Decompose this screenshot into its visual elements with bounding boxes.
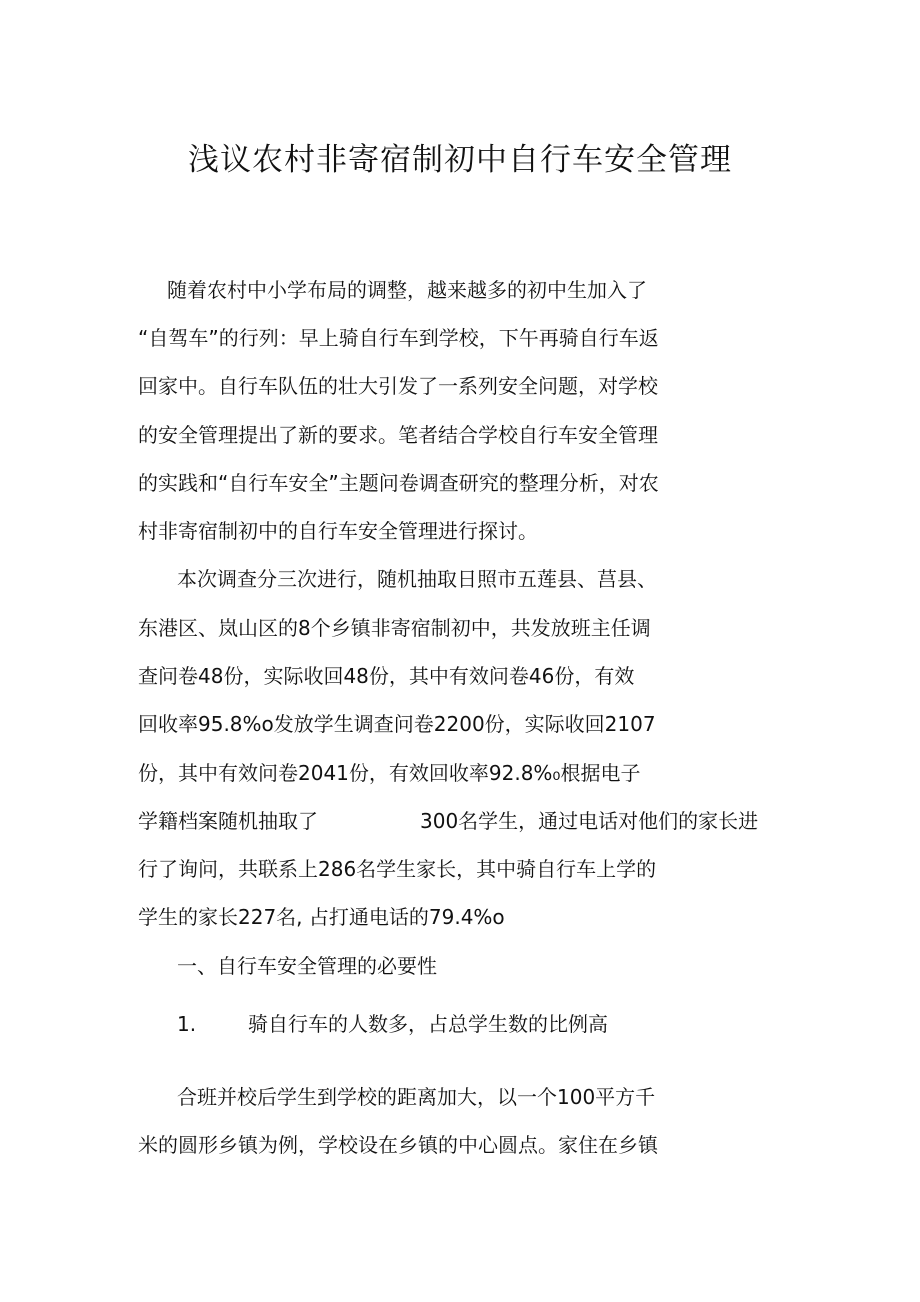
subheading-number: 1. bbox=[177, 1012, 197, 1036]
paragraph-line: 的实践和“自行车安全”主题问卷调查研究的整理分析，对农 bbox=[138, 471, 659, 495]
paragraph-line: 回家中。自行车队伍的壮大引发了一系列安全问题，对学校 bbox=[138, 374, 658, 398]
paragraph-line: 的安全管理提出了新的要求。笔者结合学校自行车安全管理 bbox=[138, 423, 658, 447]
paragraph-line: 合班并校后学生到学校的距离加大，以一个100平方千 bbox=[177, 1085, 656, 1109]
paragraph-line: 查问卷48份，实际收回48份，其中有效问卷46份，有效 bbox=[138, 664, 635, 688]
paragraph-line: 份，其中有效问卷2041份，有效回收率92.8%₀根据电子 bbox=[138, 761, 641, 785]
document-title: 浅议农村非寄宿制初中自行车安全管理 bbox=[188, 142, 732, 178]
paragraph-line: 本次调查分三次进行，随机抽取日照市五莲县、莒县、 bbox=[177, 567, 657, 591]
paragraph-line: 学生的家长227名, 占打通电话的79.4%o bbox=[138, 905, 505, 929]
paragraph-line: 东港区、岚山区的8个乡镇非寄宿制初中，共发放班主任调 bbox=[138, 616, 651, 640]
paragraph-line: 回收率95.8%o发放学生调查问卷2200份，实际收回2107 bbox=[138, 712, 656, 736]
paragraph-line: 行了询问，共联系上286名学生家长，其中骑自行车上学的 bbox=[138, 857, 657, 881]
paragraph-line: 300名学生，通过电话对他们的家长进 bbox=[420, 809, 759, 833]
paragraph-line: 学籍档案随机抽取了 bbox=[138, 809, 318, 833]
paragraph-line: 随着农村中小学布局的调整，越来越多的初中生加入了 bbox=[167, 278, 647, 302]
paragraph-line: 村非寄宿制初中的自行车安全管理进行探讨。 bbox=[138, 519, 538, 543]
section-heading: 一、自行车安全管理的必要性 bbox=[177, 954, 437, 978]
paragraph-line: “自驾车”的行列：早上骑自行车到学校，下午再骑自行车返 bbox=[138, 326, 659, 350]
subheading-text: 骑自行车的人数多，占总学生数的比例高 bbox=[248, 1012, 608, 1036]
paragraph-line: 米的圆形乡镇为例，学校设在乡镇的中心圆点。家住在乡镇 bbox=[138, 1133, 658, 1157]
